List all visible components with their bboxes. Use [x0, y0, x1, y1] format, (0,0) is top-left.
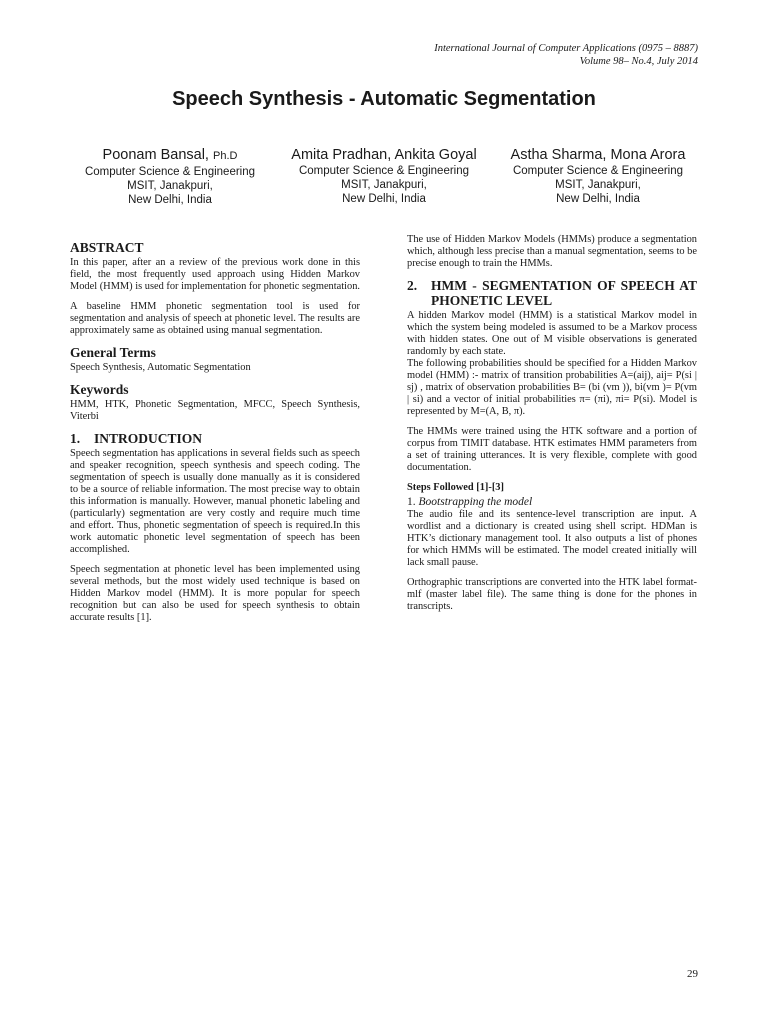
general-terms-text: Speech Synthesis, Automatic Segmentation [70, 362, 251, 373]
intro-paragraph-2: Speech segmentation at phonetic level has been implemented using several methods, but the most widely used technique is based on Hidden Markov model (HMM). It is more popular for speech recognition but can also be used for speech synthesis to obtain accurate results [1]. [70, 564, 360, 623]
step-title: Bootstrapping the model [418, 496, 533, 508]
section-title: HMM - SEGMENTATION OF SPEECH AT PHONETIC LEVEL [431, 278, 697, 308]
steps-heading: Steps Followed [1]-[3] [407, 482, 504, 493]
orthographic-paragraph: Orthographic transcriptions are converted into the HTK label format- mlf (master label file). The same thing is done for the phones in transcripts. [407, 577, 697, 612]
journal-volume: Volume 98– No.4, July 2014 [579, 56, 698, 67]
journal-header [278, 42, 698, 68]
author-name: Poonam Bansal, [102, 147, 209, 163]
author-name: Astha Sharma, Mona Arora [510, 147, 686, 163]
section-number: 2. [407, 278, 418, 293]
page-number: 29 [687, 968, 698, 980]
author-inst: MSIT, Janakpuri, [341, 179, 427, 191]
author-3 [498, 146, 698, 207]
author-2 [284, 146, 484, 207]
author-city: New Delhi, India [342, 193, 426, 205]
author-1 [70, 146, 270, 207]
keywords-text: HMM, HTK, Phonetic Segmentation, MFCC, Speech Synthesis, Viterbi [70, 399, 360, 422]
general-terms-heading: General Terms [70, 345, 156, 360]
keywords-heading: Keywords [70, 382, 129, 397]
training-paragraph: The HMMs were trained using the HTK software and a portion of corpus from TIMIT database. HTK estimates HMM parameters from a set of training utterances. It is very flexible, complete with good documentation. [407, 426, 697, 473]
abstract-heading: ABSTRACT [70, 240, 144, 255]
section-number: 1. [70, 431, 81, 446]
paper-title: Speech Synthesis - Automatic Segmentation [172, 88, 596, 110]
author-city: New Delhi, India [128, 194, 212, 206]
intro-paragraph-1: Speech segmentation has applications in several fields such as speech and speaker recognition, speech synthesis and speech coding. The segmentation of speech is usually done manually as it is considered to be a source of reliable information. The most precise way to obtain this information is manually. However, manual phonetic labeling and (particularly) segmentation are very costly and require much time and effort. Thus, phonetic segmentation of speech is required.In this work automatic phonetic level segmentation of speech has been accomplished. [70, 448, 360, 555]
author-city: New Delhi, India [556, 193, 640, 205]
probabilities-paragraph: The following probabilities should be specified for a Hidden Markov model (HMM) :- matrix of transition probabilities A=(aij), aij= P(si | sj) , matrix of observation probabilities B= (bi (vm )), bi(vm )= P(vm | si) and a vector of initial probabilities π= (πi), πi= P(si). Model is represented by M=(A, B, π). [407, 358, 697, 417]
step-1-heading [407, 496, 697, 508]
author-dept: Computer Science & Engineering [84, 166, 256, 178]
hmm-definition-paragraph: A hidden Markov model (HMM) is a statistical Markov model in which the system being modeled is assumed to be a Markov process with hidden states. One out of M visible observations is generated randomly by each state. [407, 310, 697, 357]
step-number: 1. [407, 496, 416, 508]
introduction-heading [70, 431, 360, 446]
author-degree: Ph.D [212, 150, 238, 162]
right-column [407, 234, 697, 621]
left-column [70, 234, 360, 632]
author-dept: Computer Science & Engineering [512, 165, 684, 177]
journal-name: International Journal of Computer Applications (0975 – 8887) [434, 43, 698, 54]
section-2-heading [407, 278, 697, 308]
section-title: INTRODUCTION [94, 431, 203, 446]
author-name: Amita Pradhan, Ankita Goyal [291, 147, 477, 163]
author-dept: Computer Science & Engineering [298, 165, 470, 177]
author-block [70, 146, 698, 207]
author-inst: MSIT, Janakpuri, [555, 179, 641, 191]
author-inst: MSIT, Janakpuri, [127, 180, 213, 192]
abstract-paragraph-1: In this paper, after an a review of the previous work done in this field, the most frequently used approach using Hidden Markov Model (HMM) is used for implementation for phonetic segmentation. [70, 257, 361, 292]
audio-paragraph: The audio file and its sentence-level transcription are input. A wordlist and a dictionary is created using shell script. HDMan is HTK’s dictionary management tool. It also outputs a list of phones for which HMMs will be estimated. The model created initially will lack small pause. [407, 509, 697, 568]
hmm-use-paragraph: The use of Hidden Markov Models (HMMs) produce a segmentation which, although less precise than a manual segmentation, seems to be precise enough to train the HMMs. [407, 234, 697, 269]
abstract-paragraph-2: A baseline HMM phonetic segmentation tool is used for segmentation and analysis of speech at phonetic level. The results are approximately same as obtained using manual segmentation. [70, 301, 360, 336]
